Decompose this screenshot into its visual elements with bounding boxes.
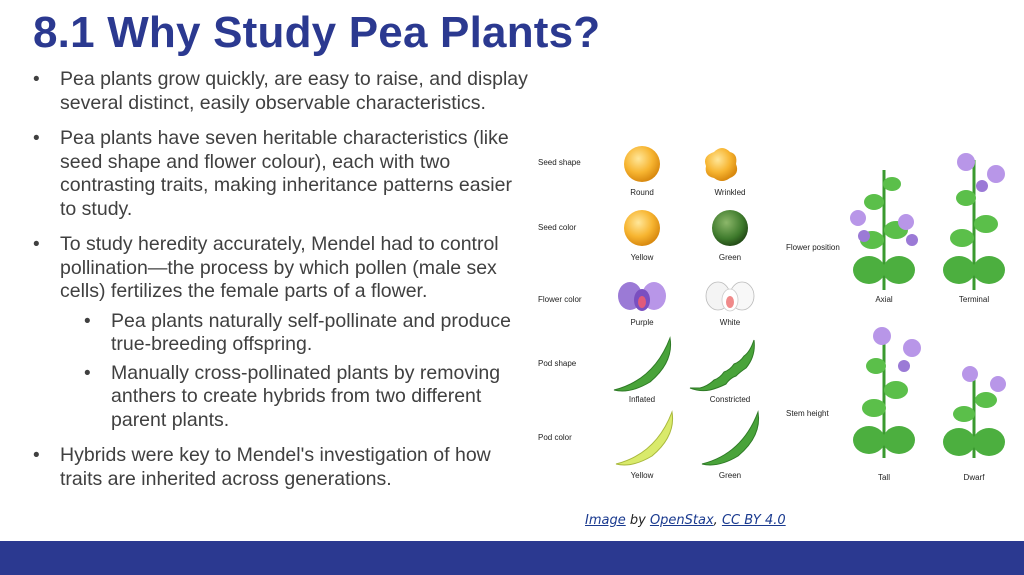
- license-link[interactable]: CC BY 4.0: [721, 513, 786, 528]
- openstax-link[interactable]: OpenStax: [649, 513, 714, 528]
- dwarf-caption: Dwarf: [963, 473, 985, 482]
- terminal-caption: Terminal: [958, 295, 990, 304]
- credit-separator: ,: [713, 513, 722, 528]
- pod-yellow-caption: Yellow: [630, 471, 654, 480]
- bullet-list: [33, 68, 533, 503]
- yellow-seed-icon: [624, 210, 660, 246]
- pod-shape-label: Pod shape: [538, 359, 577, 368]
- bullet-item: • Pea plants grow quickly, are easy to raise, and display several distinct, easily observable characteristics.: [33, 68, 533, 115]
- sub-bullet-item: • Pea plants naturally self-pollinate and produce true-breeding offspring.: [84, 310, 533, 357]
- inflated-pod-icon: [614, 338, 671, 391]
- wrinkled-caption: Wrinkled: [714, 188, 746, 197]
- credit-by: by: [625, 513, 650, 528]
- yellow-pod-icon: [616, 412, 673, 465]
- seed-shape-label: Seed shape: [538, 158, 581, 167]
- pea-traits-figure: [534, 140, 1024, 490]
- purple-flower-icon: [618, 282, 666, 311]
- green-seed-icon: [712, 210, 748, 246]
- pod-green-caption: Green: [718, 471, 742, 480]
- yellow-caption: Yellow: [630, 253, 654, 262]
- inflated-caption: Inflated: [628, 395, 656, 404]
- pod-color-label: Pod color: [538, 433, 572, 442]
- bullet-item: • Hybrids were key to Mendel's investigation of how traits are inherited across generations.: [33, 444, 533, 491]
- axial-caption: Axial: [875, 295, 893, 304]
- constricted-caption: Constricted: [709, 395, 751, 404]
- image-credit: [585, 513, 786, 528]
- white-caption: White: [719, 318, 741, 327]
- flower-position-label: Flower position: [786, 243, 840, 252]
- stem-height-label: Stem height: [786, 409, 829, 418]
- round-seed-icon: [624, 146, 660, 182]
- bullet-item: • Pea plants have seven heritable characteristics (like seed shape and flower colour), each with two contrasting traits, making inheritance patterns easier to study.: [33, 127, 533, 221]
- green-pod-icon: [702, 412, 759, 465]
- sub-bullet-item: • Manually cross-pollinated plants by removing anthers to create hybrids from two different parent plants.: [84, 362, 533, 433]
- dwarf-plant-icon: [943, 366, 1006, 458]
- purple-caption: Purple: [630, 318, 654, 327]
- constricted-pod-icon: [690, 340, 754, 391]
- tall-caption: Tall: [877, 473, 891, 482]
- tall-plant-icon: [853, 327, 921, 458]
- footer-bar: [0, 541, 1024, 575]
- round-caption: Round: [630, 188, 654, 197]
- green-caption: Green: [718, 253, 742, 262]
- axial-plant-icon: [850, 170, 918, 290]
- seed-color-label: Seed color: [538, 223, 577, 232]
- terminal-plant-icon: [943, 153, 1005, 290]
- slide-title: 8.1 Why Study Pea Plants?: [33, 8, 601, 57]
- image-link[interactable]: Image: [585, 513, 626, 528]
- wrinkled-seed-icon: [705, 148, 737, 181]
- bullet-item: • To study heredity accurately, Mendel had to control pollination—the process by which pollen (male sex cells) fertilizes the female parts of a flower.: [33, 233, 533, 304]
- white-flower-icon: [706, 282, 754, 311]
- flower-color-label: Flower color: [538, 295, 582, 304]
